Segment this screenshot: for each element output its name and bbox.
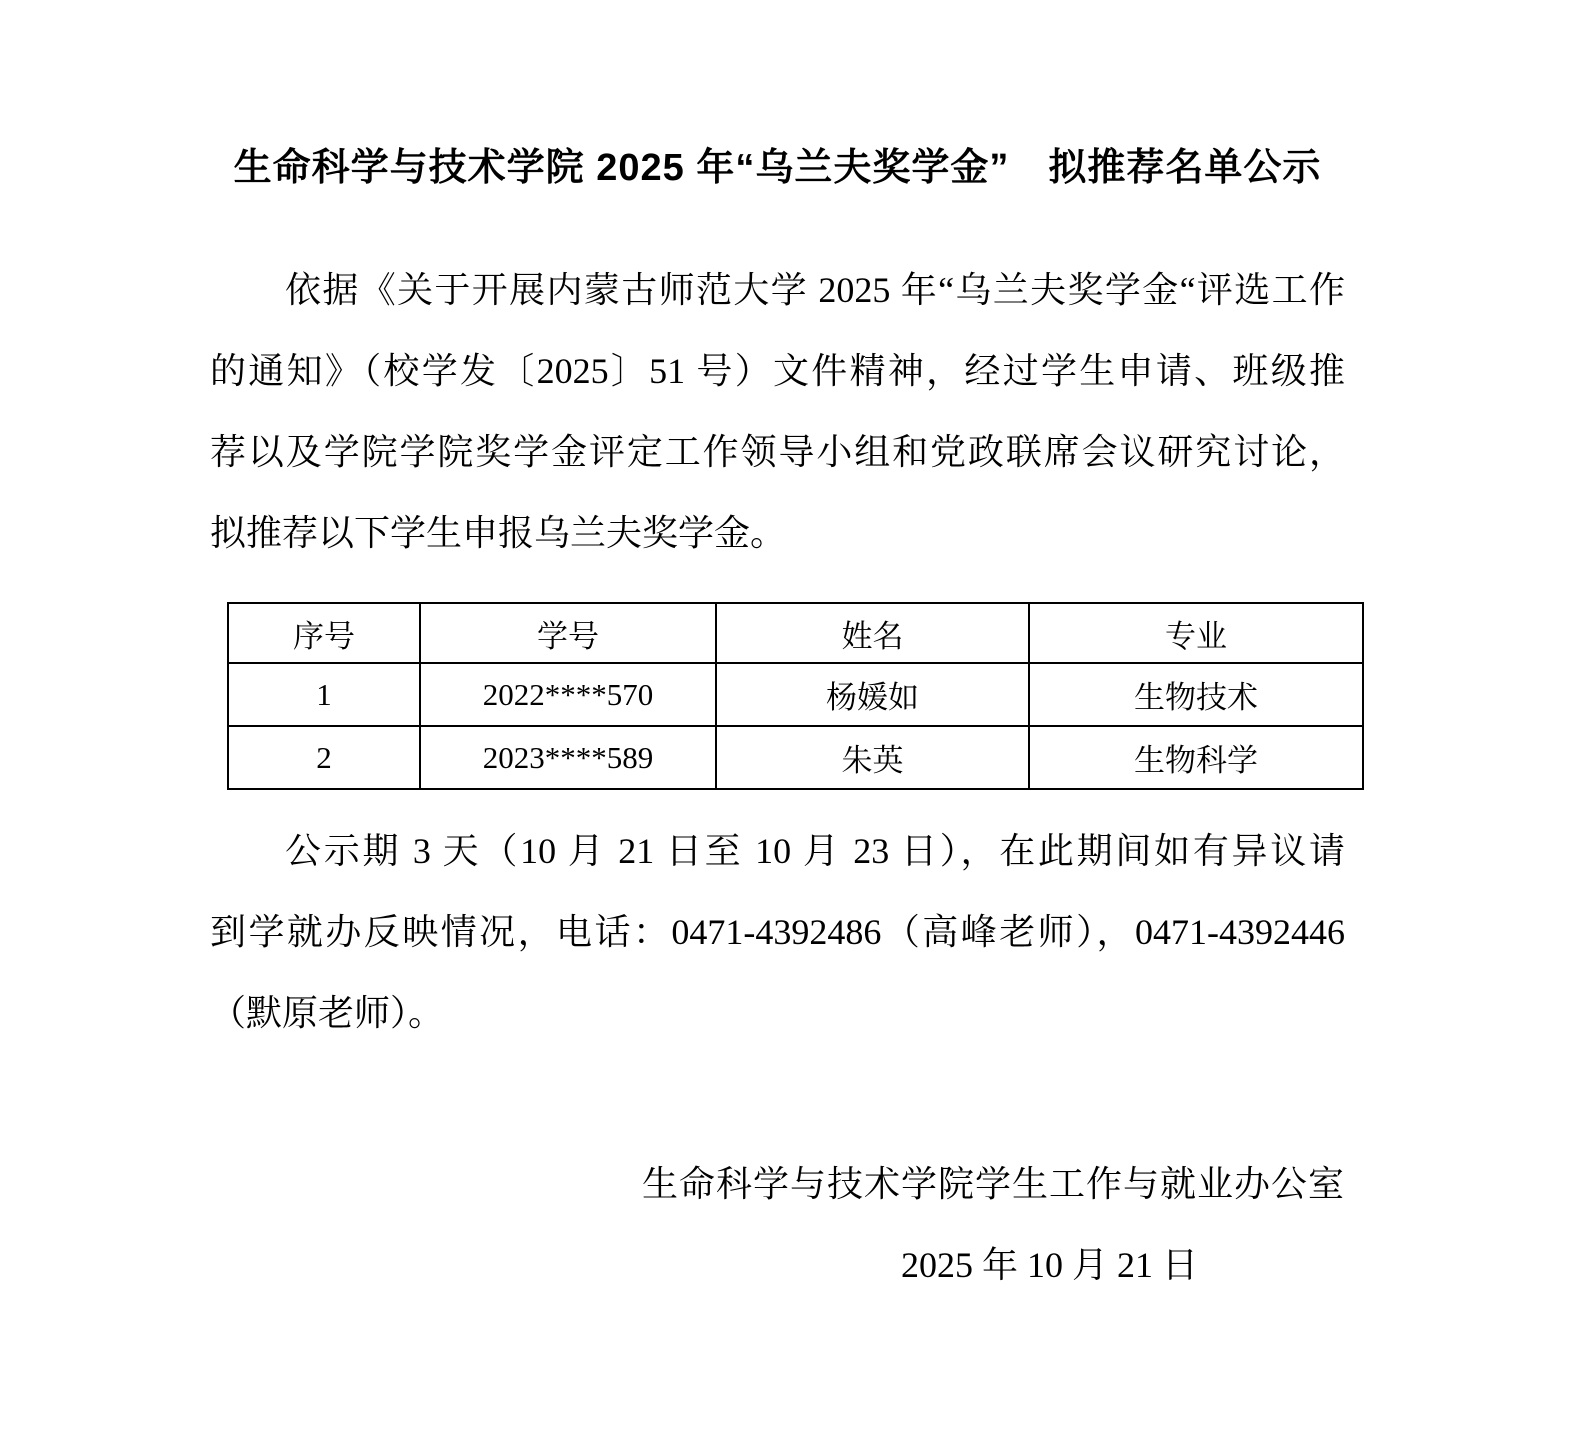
table-header-student-id: 学号 [420,603,716,663]
recommendation-table [227,602,1364,790]
cell-index: 1 [228,663,420,726]
cell-name: 朱英 [716,726,1029,789]
paragraph-line: 公示期 3 天（10 月 21 日至 10 月 23 日），在此期间如有异议请 [285,831,1345,871]
paragraph-line: 拟推荐以下学生申报乌兰夫奖学金。 [210,513,787,553]
cell-name: 杨媛如 [716,663,1029,726]
document-title: 生命科学与技术学院 2025 年“乌兰夫奖学金” 拟推荐名单公示 [233,147,1322,189]
cell-major: 生物科学 [1029,726,1363,789]
table-row [228,726,1363,789]
cell-student-id: 2023****589 [420,726,716,789]
cell-index: 2 [228,726,420,789]
table-header-row [228,603,1363,663]
paragraph-line: 荐以及学院学院奖学金评定工作领导小组和党政联席会议研究讨论， [210,432,1345,472]
signature-office: 生命科学与技术学院学生工作与就业办公室 [641,1164,1345,1204]
table-header-name: 姓名 [716,603,1029,663]
cell-student-id: 2022****570 [420,663,716,726]
paragraph-line: 到学就办反映情况，电话：0471-4392486（高峰老师），0471-4392446 [210,912,1345,952]
intro-paragraph [210,250,1345,574]
table-header-index: 序号 [228,603,420,663]
table-header-major: 专业 [1029,603,1363,663]
cell-major: 生物技术 [1029,663,1363,726]
paragraph-line: 依据《关于开展内蒙古师范大学 2025 年“乌兰夫奖学金“评选工作 [285,270,1345,310]
publicity-period-paragraph [210,811,1345,1054]
paragraph-line: （默原老师）。 [210,993,445,1033]
signature-date: 2025 年 10 月 21 日 [900,1245,1198,1285]
paragraph-line: 的通知》（校学发〔2025〕51 号）文件精神，经过学生申请、班级推 [210,351,1345,391]
closing-block [210,1144,1345,1306]
table-row [228,663,1363,726]
